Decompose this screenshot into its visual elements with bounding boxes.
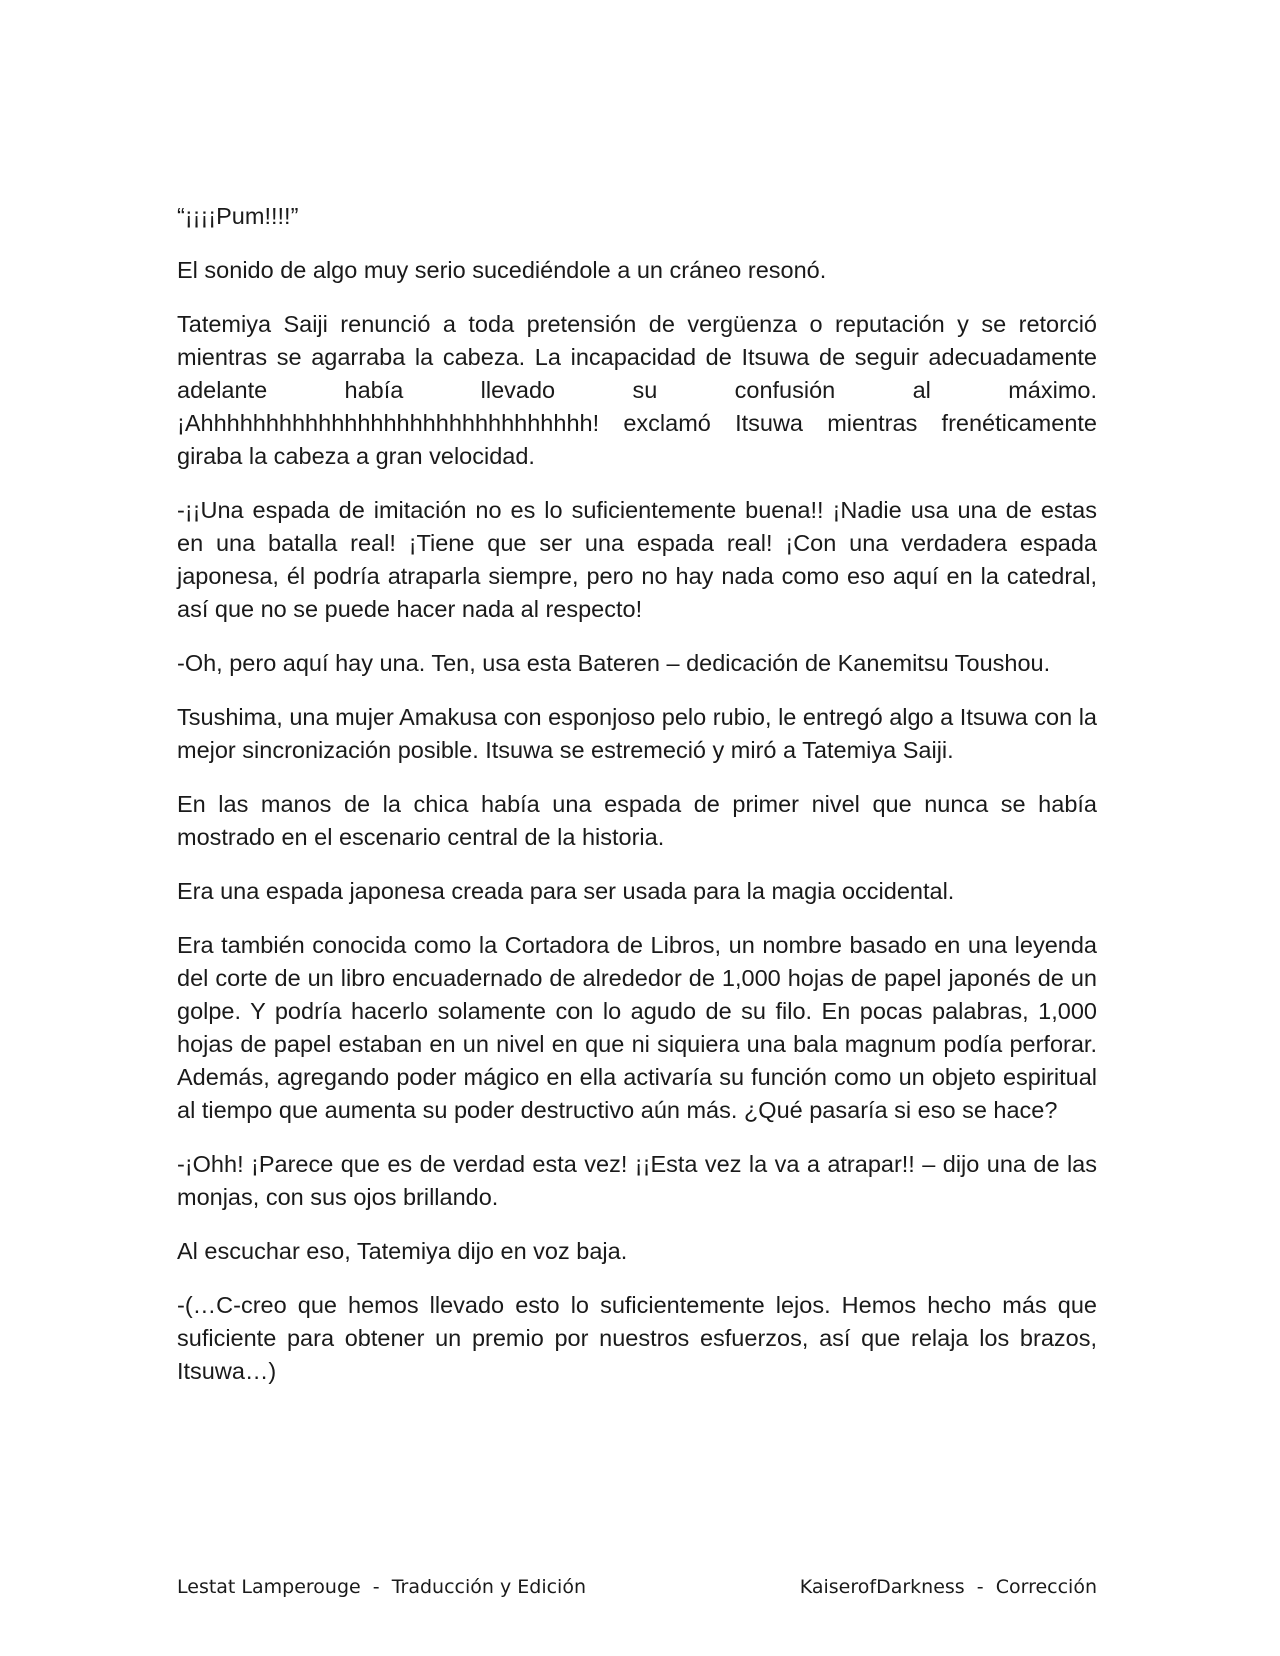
document-body bbox=[177, 200, 1097, 1409]
footer-translation-credit: Lestat Lamperouge - Traducción y Edición bbox=[177, 1576, 587, 1598]
paragraph-book-cutter: Era también conocida como la Cortadora de Libros, un nombre basado en una leyenda del corte de un libro encuadernado de alrededor de 1,000 hojas de papel japonés de un golpe. Y podría hacerlo solamente con lo agudo de su filo. En pocas palabras, 1,000 hojas de papel estaban en un nivel en que ni siquiera una bala magnum podía perforar. Además, agregando poder mágico en ella activaría su función como un objeto espiritual al tiempo que aumenta su poder destructivo aún más. ¿Qué pasaría si eso se hace? bbox=[177, 932, 1097, 1123]
paragraph-relax-arms: -(…C-creo que hemos llevado esto lo suficientemente lejos. Hemos hecho más que suficiente para obtener un premio por nuestros esfuerzos, así que relaja los brazos, Itsuwa…) bbox=[177, 1292, 1097, 1384]
page-footer bbox=[177, 1576, 1097, 1598]
paragraph-western-magic: Era una espada japonesa creada para ser usada para la magia occidental. bbox=[177, 878, 955, 904]
paragraph-low-voice: Al escuchar eso, Tatemiya dijo en voz baja. bbox=[177, 1238, 628, 1264]
paragraph-pum: “¡¡¡¡Pum!!!!” bbox=[177, 203, 299, 229]
paragraph-first-rate-sword: En las manos de la chica había una espada de primer nivel que nunca se había mostrado en el escenario central de la historia. bbox=[177, 791, 1097, 850]
paragraph-nun-exclaims: -¡Ohh! ¡Parece que es de verdad esta vez! ¡¡Esta vez la va a atrapar!! – dijo una de las monjas, con sus ojos brillando. bbox=[177, 1151, 1097, 1210]
paragraph-tsushima: Tsushima, una mujer Amakusa con esponjoso pelo rubio, le entregó algo a Itsuwa con la mejor sincronización posible. Itsuwa se estremeció y miró a Tatemiya Saiji. bbox=[177, 704, 1097, 763]
paragraph-bateren: -Oh, pero aquí hay una. Ten, usa esta Bateren – dedicación de Kanemitsu Toushou. bbox=[177, 650, 1051, 676]
paragraph-skull-sound: El sonido de algo muy serio sucediéndole a un cráneo resonó. bbox=[177, 257, 827, 283]
paragraph-imitation-sword: -¡¡Una espada de imitación no es lo suficientemente buena!! ¡Nadie usa una de estas en una batalla real! ¡Tiene que ser una espada real! ¡Con una verdadera espada japonesa, él podría atraparla siempre, pero no hay nada como eso aquí en la catedral, así que no se puede hacer nada al respecto! bbox=[177, 497, 1097, 622]
paragraph-tatemiya-writhes: Tatemiya Saiji renunció a toda pretensión de vergüenza o reputación y se retorció mientras se agarraba la cabeza. La incapacidad de Itsuwa de seguir adecuadamente adelante había llevado su confusión al máximo. ¡Ahhhhhhhhhhhhhhhhhhhhhhhhhhhhhh! exclamó Itsuwa mientras frenéticamente giraba la cabeza a gran velocidad. bbox=[177, 311, 1097, 469]
footer-proofreading-credit: KaiserofDarkness - Corrección bbox=[799, 1576, 1097, 1598]
